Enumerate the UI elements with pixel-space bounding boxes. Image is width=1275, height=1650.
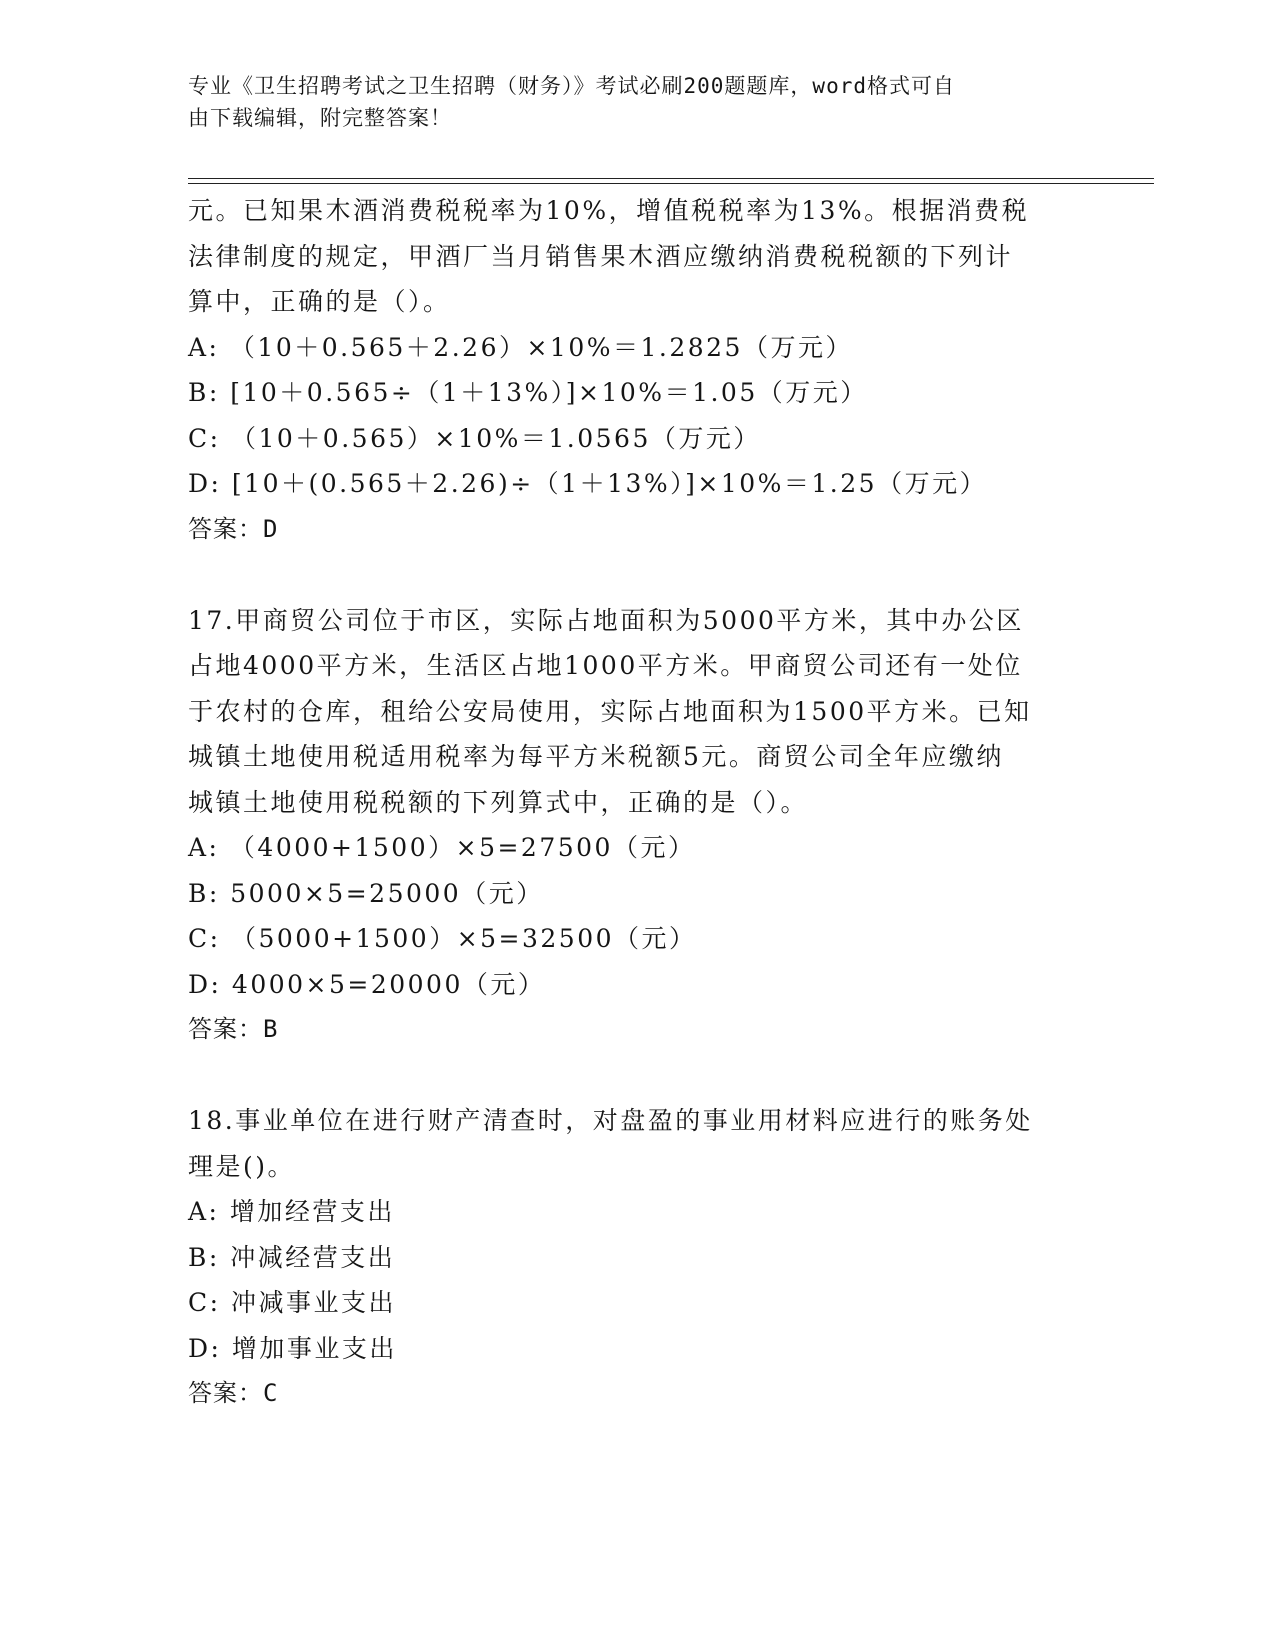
option-a: A: （10＋0.565＋2.26）×10%＝1.2825（万元）	[188, 332, 853, 362]
option-c: C: （5000+1500）×5=32500（元）	[188, 924, 697, 953]
question-stem-line: 城镇土地使用税税额的下列算式中，正确的是（）。	[188, 787, 809, 817]
question-17	[188, 598, 1088, 1053]
header-line-1: 专业《卫生招聘考试之卫生招聘（财务）》考试必刷200题题库，word格式可自	[188, 74, 955, 98]
option-b: B: 5000×5=25000（元）	[188, 878, 544, 908]
question-stem-line: 于农村的仓库，租给公安局使用，实际占地面积为1500平方米。已知	[188, 696, 1032, 726]
question-stem-line: 算中，正确的是（）。	[188, 287, 451, 316]
spacer	[188, 1053, 1088, 1099]
option-a: A: 增加经营支出	[188, 1197, 395, 1226]
option-d: D: [10＋(0.565＋2.26)÷（1＋13%）]×10%＝1.25（万元）	[188, 469, 988, 498]
question-content	[188, 188, 1088, 1417]
option-b: B: [10＋0.565÷（1＋13%）]×10%＝1.05（万元）	[188, 378, 868, 407]
option-d: D: 4000×5=20000（元）	[188, 969, 546, 999]
question-stem-line: 元。已知果木酒消费税税率为10%，增值税税率为13%。根据消费税	[188, 196, 1030, 225]
answer: 答案：C	[188, 1379, 279, 1407]
option-d: D: 增加事业支出	[188, 1333, 397, 1363]
spacer	[188, 552, 1088, 598]
question-stem-line: 理是()。	[188, 1151, 296, 1181]
option-a: A: （4000+1500）×5=27500（元）	[188, 833, 696, 862]
question-stem-line: 法律制度的规定，甲酒厂当月销售果木酒应缴纳消费税税额的下列计	[188, 241, 1014, 271]
question-16-continued	[188, 188, 1088, 552]
question-stem-line: 17.甲商贸公司位于市区，实际占地面积为5000平方米，其中办公区	[188, 605, 1024, 635]
header-line-2: 由下载编辑，附完整答案！	[188, 106, 452, 130]
option-c: C: 冲减事业支出	[188, 1288, 396, 1317]
question-stem-line: 城镇土地使用税适用税率为每平方米税额5元。商贸公司全年应缴纳	[188, 742, 1004, 771]
option-c: C: （10＋0.565）×10%＝1.0565（万元）	[188, 423, 761, 453]
question-stem-line: 占地4000平方米，生活区占地1000平方米。甲商贸公司还有一处位	[188, 651, 1023, 680]
header-divider-bottom	[188, 183, 1154, 184]
option-b: B: 冲减经营支出	[188, 1242, 396, 1272]
answer: 答案：B	[188, 1015, 279, 1043]
answer: 答案：D	[188, 514, 279, 543]
header-divider-top	[188, 178, 1154, 179]
question-stem-line: 18.事业单位在进行财产清查时，对盘盈的事业用材料应进行的账务处	[188, 1106, 1033, 1135]
document-header	[188, 70, 1068, 134]
question-18	[188, 1098, 1088, 1417]
